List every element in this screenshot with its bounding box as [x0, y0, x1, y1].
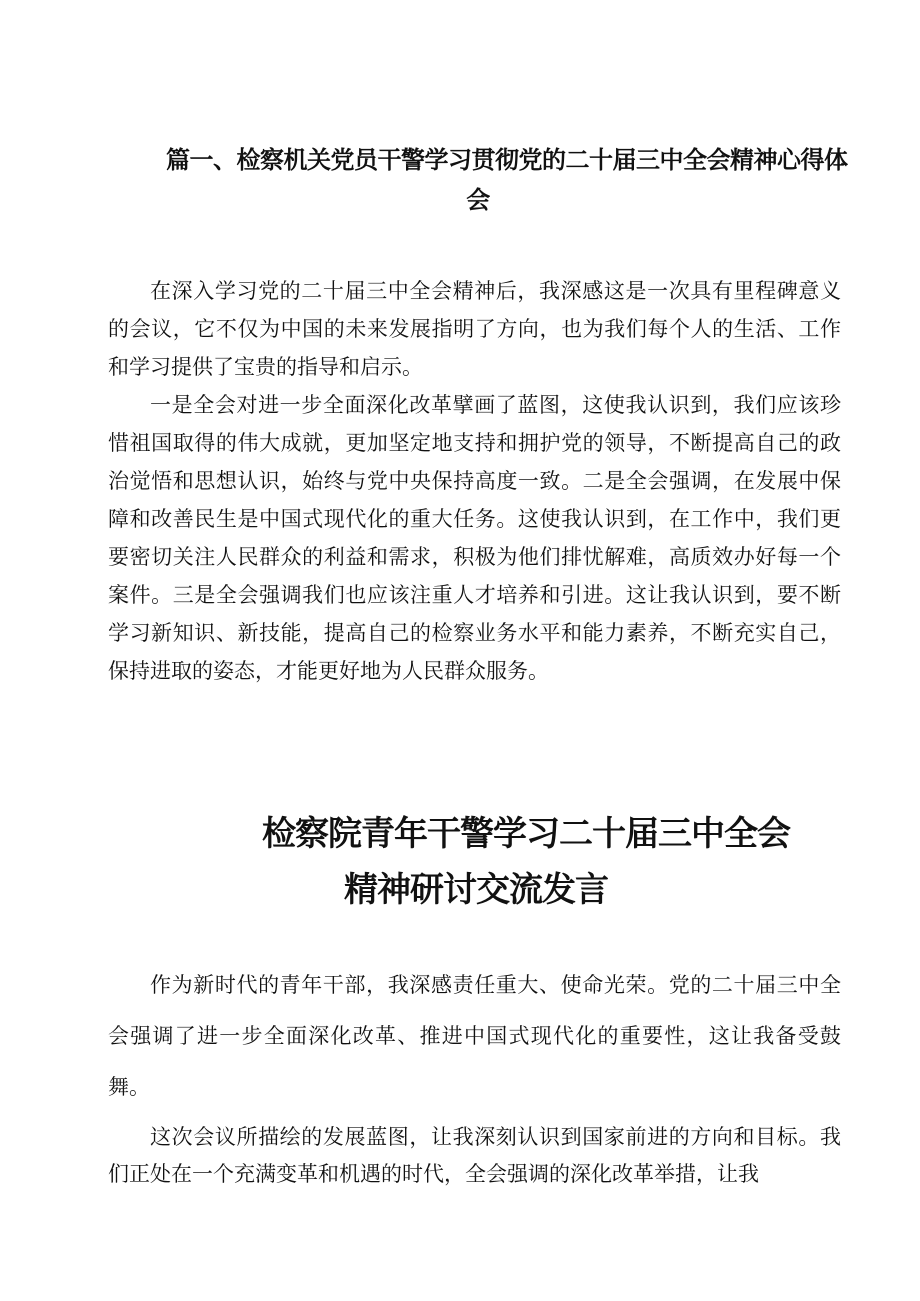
article1-paragraph: 在深入学习党的二十届三中全会精神后，我深感这是一次具有里程碑意义的会议，它不仅为中国的未来发展指明了方向，也为我们每个人的生活、工作和学习提供了宝贵的指导和启示。 — [108, 279, 841, 379]
article1-title — [108, 140, 848, 220]
article1-title-line1: 篇一、检察机关党员干警学习贯彻党的二十届三中全会精神心得体 — [166, 146, 848, 174]
article1-body — [108, 272, 841, 690]
article2-title — [108, 806, 848, 918]
article2-paragraph: 作为新时代的青年干部，我深感责任重大、使命光荣。党的二十届三中全会强调了进一步全面深化改革、推进中国式现代化的重要性，这让我备受鼓舞。 — [108, 973, 841, 1099]
article1-title-line2: 会 — [466, 186, 490, 214]
article2-title-line1: 检察院青年干警学习二十届三中全会 — [262, 814, 790, 854]
article1-paragraph: 一是全会对进一步全面深化改革擘画了蓝图，这使我认识到，我们应该珍惜祖国取得的伟大成就，更加坚定地支持和拥护党的领导，不断提高自己的政治觉悟和思想认识，始终与党中央保持高度一致。二是全会强调，在发展中保障和改善民生是中国式现代化的重大任务。这使我认识到，在工作中，我们更要密切关注人民群众的利益和需求，积极为他们排忧解难，高质效办好每一个案件。三是全会强调我们也应该注重人才培养和引进。这让我认识到，要不断学习新知识、新技能，提高自己的检察业务水平和能力素养，不断充实自己，保持进取的姿态，才能更好地为人民群众服务。 — [108, 393, 841, 683]
article2-title-line2: 精神研讨交流发言 — [344, 870, 608, 910]
article2-body — [108, 960, 841, 1193]
article2-paragraph: 这次会议所描绘的发展蓝图，让我深刻认识到国家前进的方向和目标。我们正处在一个充满变革和机遇的时代，全会强调的深化改革举措，让我 — [108, 1125, 841, 1186]
